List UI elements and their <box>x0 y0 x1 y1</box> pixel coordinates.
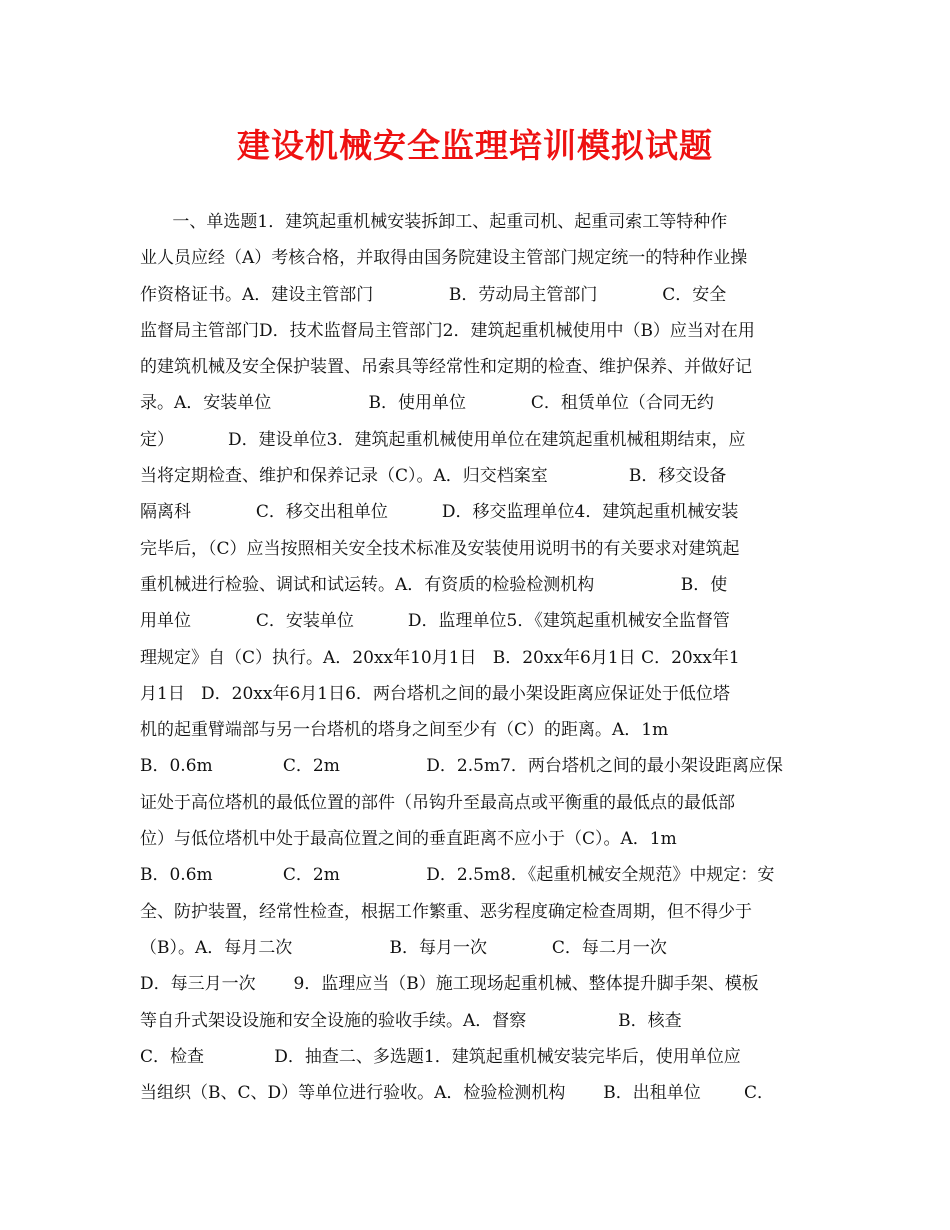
body-line: B．0.6m C．2m D．2.5m8．《起重机械安全规范》中规定：安 <box>140 865 775 886</box>
body-line: C．检查 D．抽查二、多选题1．建筑起重机械安装完毕后，使用单位应 <box>140 1046 741 1067</box>
body-line: （B）。A．每月二次 B．每月一次 C．每二月一次 <box>140 937 667 958</box>
body-line: D．每三月一次 9．监理应当（B）施工现场起重机械、整体提升脚手架、模板 <box>140 974 759 995</box>
body-line: 证处于高位塔机的最低位置的部件（吊钩升至最高点或平衡重的最低点的最低部 <box>140 792 735 813</box>
body-line: 定） D．建设单位3．建筑起重机械使用单位在建筑起重机械租期结束，应 <box>140 429 746 450</box>
body-line: 的建筑机械及安全保护装置、吊索具等经常性和定期的检查、维护保养、并做好记 <box>140 357 752 378</box>
body-line: 当组织（B、C、D）等单位进行验收。A．检验检测机构 B．出租单位 C． <box>140 1083 774 1104</box>
body-line: 隔离科 C．移交出租单位 D．移交监理单位4．建筑起重机械安装 <box>140 502 739 523</box>
body-line: 用单位 C．安装单位 D．监理单位5．《建筑起重机械安全监督管 <box>140 611 730 632</box>
body-line: B．0.6m C．2m D．2.5m7．两台塔机之间的最小架设距离应保 <box>140 756 783 777</box>
document-body <box>140 204 820 1111</box>
body-line: 完毕后，（C）应当按照相关安全技术标准及安装使用说明书的有关要求对建筑起 <box>140 538 740 559</box>
body-line: 等自升式架设设施和安全设施的验收手续。A．督察 B．核查 <box>140 1010 682 1031</box>
body-line: 作资格证书。A．建设主管部门 B．劳动局主管部门 C．安全 <box>140 284 727 305</box>
body-line: 全、防护装置，经常性检查，根据工作繁重、恶劣程度确定检查周期，但不得少于 <box>140 901 752 922</box>
body-line: 监督局主管部门D．技术监督局主管部门2．建筑起重机械使用中（B）应当对在用 <box>140 320 755 341</box>
body-line: 重机械进行检验、调试和试运转。A．有资质的检验检测机构 B．使 <box>140 574 728 595</box>
document-title: 建设机械安全监理培训模拟试题 <box>237 126 713 165</box>
body-line: 一、单选题1．建筑起重机械安装拆卸工、起重司机、起重司索工等特种作 <box>140 212 728 232</box>
body-line: 业人员应经（A）考核合格，并取得由国务院建设主管部门规定统一的特种作业操 <box>140 248 748 269</box>
body-line: 录。A．安装单位 B．使用单位 C．租赁单位（合同无约 <box>140 393 714 414</box>
body-line: 月1日 D．20xx年6月1日6．两台塔机之间的最小架设距离应保证处于低位塔 <box>140 683 730 704</box>
body-line: 机的起重臂端部与另一台塔机的塔身之间至少有（C）的距离。A．1m <box>140 720 669 741</box>
body-line: 当将定期检查、维护和保养记录（C）。A．归交档案室 B．移交设备 <box>140 466 727 487</box>
body-line: 位）与低位塔机中处于最高位置之间的垂直距离不应小于（C）。A．1m <box>140 829 677 850</box>
body-line: 理规定》自（C）执行。A．20xx年10月1日 B．20xx年6月1日 C．20xx年1 <box>140 647 740 668</box>
